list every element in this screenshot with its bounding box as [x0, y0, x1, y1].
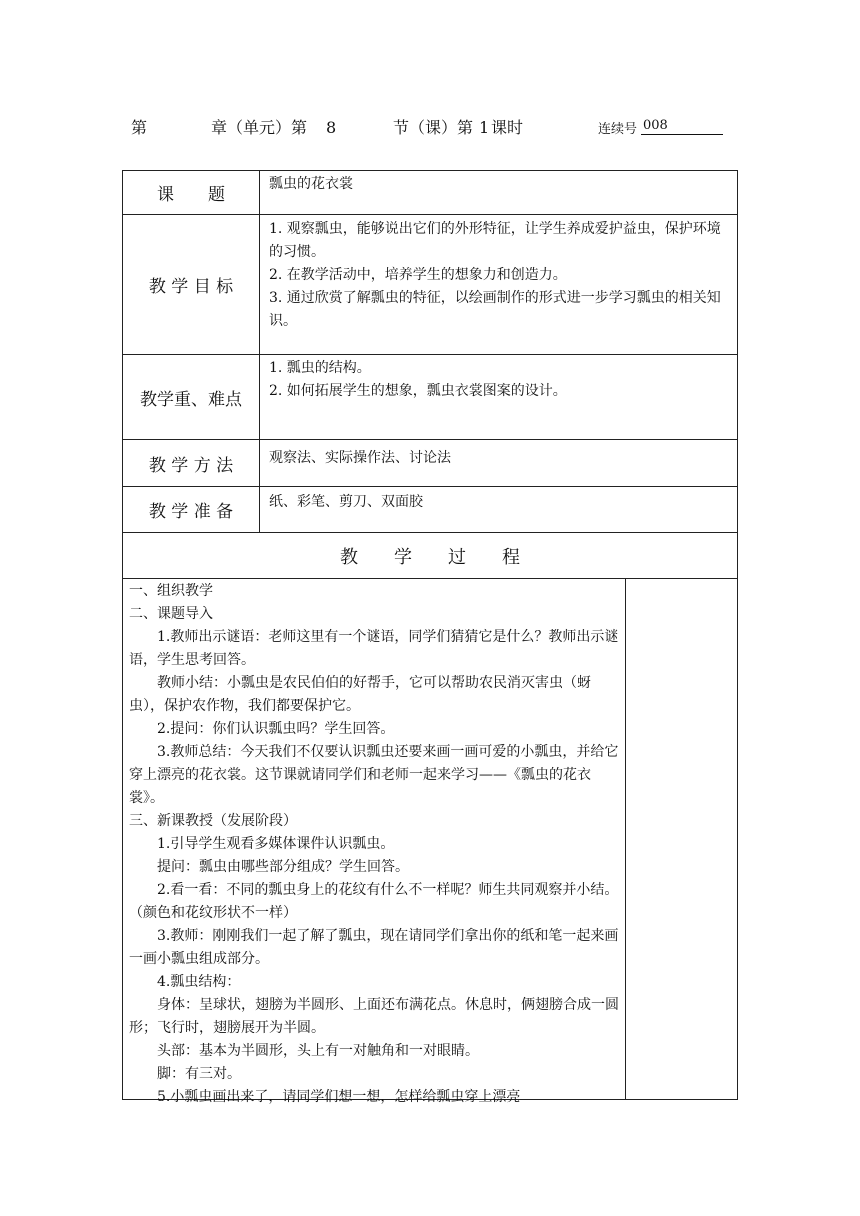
lesson-plan-table: [122, 170, 738, 1105]
process-line: 3.教师：刚刚我们一起了解了瓢虫，现在请同学们拿出你的纸和笔一起来画一画小瓢虫组成部分。: [129, 928, 619, 967]
process-line: 一、组织教学: [129, 583, 213, 599]
process-line: 二、课题导入: [129, 606, 213, 622]
row-divider: [123, 532, 737, 533]
preparation-content: 纸、彩笔、剪刀、双面胶: [269, 494, 423, 510]
process-line: 2.提问：你们认识瓢虫吗？学生回答。: [157, 721, 395, 737]
process-line: 提问：瓢虫由哪些部分组成？学生回答。: [157, 859, 409, 875]
process-line: 4.瓢虫结构：: [157, 974, 241, 990]
serial-value: 008: [641, 118, 723, 135]
process-line: 5.小瓢虫画出来了，请同学们想一想，怎样给瓢虫穿上漂亮: [157, 1089, 521, 1105]
key-points-label: 教学重、难点: [140, 389, 242, 410]
key-point-item: 1. 瓢虫的结构。: [269, 360, 371, 376]
process-title: 教 学 过 程: [340, 547, 520, 568]
process-line: 教师小结：小瓢虫是农民伯伯的好帮手，它可以帮助农民消灭害虫（蚜虫），保护农作物，我们都要保护它。: [129, 675, 591, 714]
methods-label: 教 学 方 法: [148, 455, 234, 476]
key-point-item: 2. 如何拓展学生的想象，瓢虫衣裳图案的设计。: [269, 383, 567, 399]
process-line: 2.看一看：不同的瓢虫身上的花纹有什么不一样呢？师生共同观察并小结。（颜色和花纹形状不一样）: [129, 882, 619, 921]
process-line: 3.教师总结：今天我们不仅要认识瓢虫还要来画一画可爱的小瓢虫，并给它穿上漂亮的花衣裳。这节课就请同学们和老师一起来学习——《瓢虫的花衣裳》。: [129, 744, 619, 806]
row-divider: [123, 578, 737, 579]
chapter-prefix: 第: [131, 118, 148, 137]
topic-content: 瓢虫的花衣裳: [269, 176, 353, 192]
serial-label: 连续号: [598, 122, 638, 137]
chapter-suffix: 章（单元）第: [211, 118, 308, 137]
process-content: [129, 580, 623, 1109]
lesson-header: [131, 116, 731, 140]
column-divider: [259, 171, 260, 532]
section-number: 8: [326, 118, 337, 137]
process-line: 身体：呈球状，翅膀为半圆形、上面还布满花点。休息时，俩翅膀合成一圆形；飞行时，翅膀展开为半圆。: [129, 997, 619, 1036]
goals-content: [269, 218, 731, 333]
goal-item: 2. 在教学活动中，培养学生的想象力和创造力。: [269, 267, 567, 283]
methods-content: 观察法、实际操作法、讨论法: [269, 450, 451, 466]
notes-column-divider: [625, 578, 626, 1099]
preparation-label: 教 学 准 备: [148, 502, 234, 522]
key-points-content: [269, 357, 731, 403]
process-line: 脚：有三对。: [157, 1066, 241, 1082]
section-suffix: 节（课）第: [393, 118, 474, 137]
goal-item: 3. 通过欣赏了解瓢虫的特征，以绘画制作的形式进一步学习瓢虫的相关知识。: [269, 290, 721, 329]
goals-label: 教 学 目 标: [148, 277, 234, 297]
goal-item: 1. 观察瓢虫，能够说出它们的外形特征，让学生养成爱护益虫，保护环境的习惯。: [269, 221, 721, 260]
process-line: 三、新课教授（发展阶段）: [129, 813, 297, 829]
process-line: 1.引导学生观看多媒体课件认识瓢虫。: [157, 836, 395, 852]
process-line: 1.教师出示谜语：老师这里有一个谜语，同学们猜猜它是什么？教师出示谜语，学生思考回答。: [129, 629, 619, 668]
topic-label: 课 题: [157, 185, 225, 205]
lesson-suffix: 课时: [491, 118, 524, 137]
lesson-number: 1: [479, 118, 490, 137]
process-line: 头部：基本为半圆形，头上有一对触角和一对眼睛。: [157, 1043, 479, 1059]
